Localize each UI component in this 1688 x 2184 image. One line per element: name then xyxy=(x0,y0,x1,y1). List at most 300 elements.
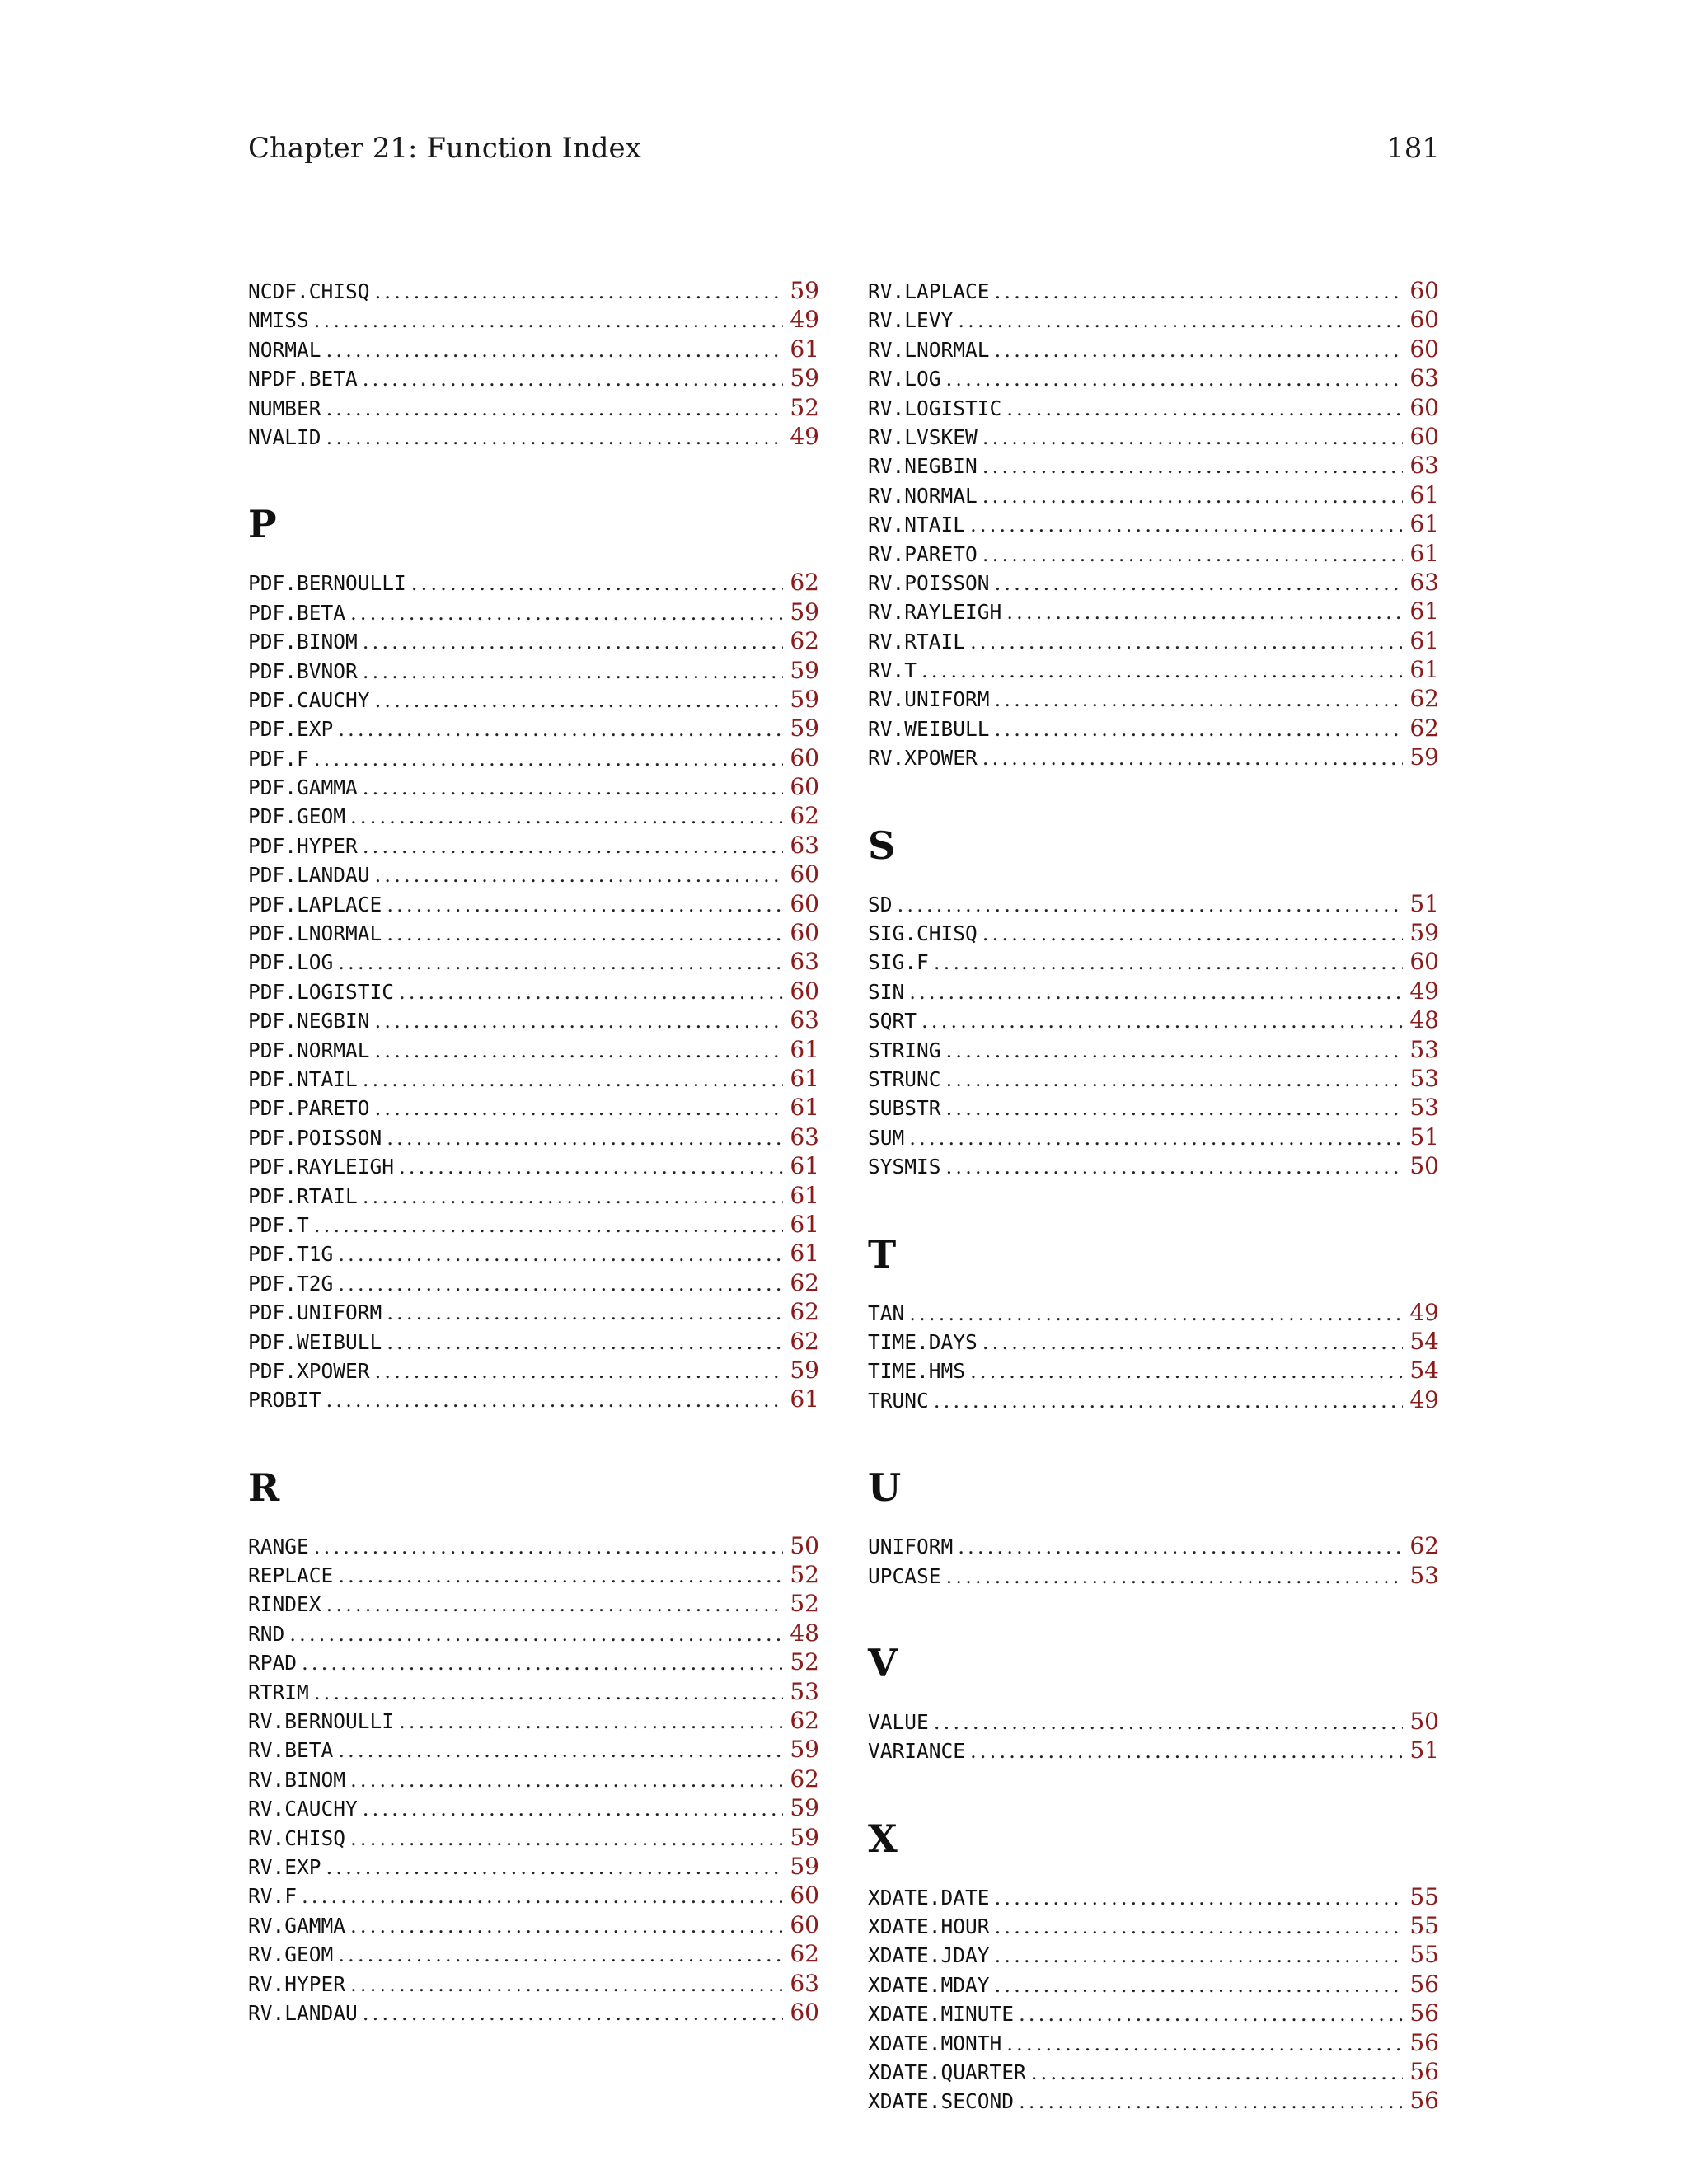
page-link[interactable]: 60 xyxy=(1409,306,1439,334)
index-entry xyxy=(868,1093,1439,1122)
function-name: RV.HYPER xyxy=(248,1971,346,1996)
page-link[interactable]: 62 xyxy=(1409,1532,1439,1560)
page-link[interactable]: 59 xyxy=(1409,743,1439,771)
page-link[interactable]: 61 xyxy=(790,1240,819,1268)
page-link[interactable]: 63 xyxy=(790,1122,819,1151)
page-link[interactable]: 55 xyxy=(1409,1912,1439,1940)
dot-leader xyxy=(350,1911,783,1940)
index-group-r xyxy=(248,1444,819,2027)
function-name: XDATE.HOUR xyxy=(868,1915,990,1939)
function-name: PDF.F xyxy=(248,746,309,771)
function-name: RV.PARETO xyxy=(868,541,978,566)
index-entry xyxy=(868,743,1439,771)
page-link[interactable]: 56 xyxy=(1409,1999,1439,2027)
function-name: XDATE.MDAY xyxy=(868,1972,990,1997)
function-name: PDF.NTAIL xyxy=(248,1066,358,1091)
dot-leader xyxy=(982,919,1404,948)
page-header xyxy=(248,132,1440,165)
page-link[interactable]: 53 xyxy=(790,1677,819,1705)
index-entry xyxy=(248,1327,819,1356)
page-link[interactable]: 60 xyxy=(790,1910,819,1938)
function-name: TRUNC xyxy=(868,1388,929,1413)
function-name: RV.LNORMAL xyxy=(868,337,990,362)
dot-leader xyxy=(363,773,784,802)
dot-leader xyxy=(982,540,1404,569)
dot-leader xyxy=(934,948,1404,977)
dot-leader xyxy=(982,452,1404,480)
index-entry xyxy=(248,1619,819,1647)
page-link[interactable]: 60 xyxy=(1409,393,1439,421)
index-entry xyxy=(868,1531,1439,1560)
index-entry xyxy=(868,480,1439,509)
dot-leader xyxy=(375,1094,784,1122)
function-name: PDF.PARETO xyxy=(248,1096,370,1121)
page-link[interactable]: 52 xyxy=(790,1648,819,1676)
index-entry xyxy=(868,889,1439,918)
function-name: XDATE.JDAY xyxy=(868,1943,990,1968)
index-entry xyxy=(868,568,1439,597)
function-name: PDF.T1G xyxy=(248,1242,334,1267)
index-entry xyxy=(868,626,1439,655)
index-entry xyxy=(248,1735,819,1764)
function-name: SIN xyxy=(868,979,905,1004)
index-entry xyxy=(248,1151,819,1180)
function-name: RPAD xyxy=(248,1651,298,1675)
page-link[interactable]: 61 xyxy=(1409,539,1439,567)
page-link[interactable]: 60 xyxy=(790,1882,819,1910)
index-group-s xyxy=(868,802,1439,1181)
page-link[interactable]: 55 xyxy=(1409,1882,1439,1910)
function-name: RV.LEVY xyxy=(868,308,954,333)
page-link[interactable]: 53 xyxy=(1409,1064,1439,1092)
index-entry xyxy=(868,2057,1439,2086)
page-link[interactable]: 62 xyxy=(790,627,819,655)
dot-leader xyxy=(350,802,783,831)
index-entry xyxy=(868,393,1439,422)
index-entry xyxy=(248,1852,819,1881)
page-link[interactable]: 52 xyxy=(790,1590,819,1618)
function-name: PDF.LNORMAL xyxy=(248,921,382,946)
page-link[interactable]: 51 xyxy=(1409,1122,1439,1151)
dot-leader xyxy=(338,1240,783,1268)
page-link[interactable]: 49 xyxy=(790,306,819,334)
index-entry xyxy=(248,860,819,888)
page-link[interactable]: 60 xyxy=(1409,277,1439,304)
function-name: TIME.HMS xyxy=(868,1359,966,1384)
page-link[interactable]: 61 xyxy=(1409,510,1439,538)
page-link[interactable]: 59 xyxy=(790,656,819,684)
page-link[interactable]: 62 xyxy=(790,1268,819,1296)
dot-leader xyxy=(995,1941,1404,1970)
function-name: NPDF.BETA xyxy=(248,367,358,391)
page-link[interactable]: 62 xyxy=(790,1298,819,1326)
dot-leader xyxy=(350,1824,783,1853)
function-name: RV.T xyxy=(868,658,917,683)
index-entry xyxy=(248,772,819,801)
index-entry xyxy=(248,714,819,743)
index-entry xyxy=(248,977,819,1005)
index-entry xyxy=(248,743,819,772)
page-link[interactable]: 60 xyxy=(790,889,819,917)
page-link[interactable]: 61 xyxy=(790,1181,819,1209)
index-entry xyxy=(248,1035,819,1064)
page-link[interactable]: 51 xyxy=(1409,889,1439,917)
page-link[interactable]: 61 xyxy=(790,1064,819,1092)
page-link[interactable]: 49 xyxy=(1409,1298,1439,1326)
page-link[interactable]: 60 xyxy=(1409,422,1439,450)
index-entry xyxy=(868,947,1439,976)
page-link[interactable]: 62 xyxy=(790,1765,819,1793)
index-entry xyxy=(248,1181,819,1210)
index-group-u xyxy=(868,1444,1439,1590)
function-name: PDF.LAPLACE xyxy=(248,892,382,916)
dot-leader xyxy=(946,1094,1404,1122)
index-entry xyxy=(248,918,819,947)
function-name: SUBSTR xyxy=(868,1096,941,1121)
index-entry xyxy=(868,714,1439,743)
page-link[interactable]: 60 xyxy=(790,977,819,1005)
dot-leader xyxy=(387,1123,783,1152)
page-link[interactable]: 62 xyxy=(1409,685,1439,713)
function-name: RV.BETA xyxy=(248,1738,334,1763)
function-name: SYSMIS xyxy=(868,1155,941,1179)
index-entry xyxy=(868,1035,1439,1064)
index-entry xyxy=(248,1122,819,1151)
page-link[interactable]: 59 xyxy=(1409,919,1439,947)
page-link[interactable]: 60 xyxy=(790,743,819,771)
index-entry xyxy=(868,276,1439,305)
dot-leader xyxy=(387,890,783,919)
index-entry xyxy=(248,598,819,626)
function-name: XDATE.MONTH xyxy=(868,2031,1002,2055)
page-link[interactable]: 56 xyxy=(1409,1970,1439,1998)
index-entry xyxy=(248,1093,819,1122)
index-entry xyxy=(868,539,1439,568)
dot-leader xyxy=(363,1999,784,2027)
dot-leader xyxy=(970,1736,1403,1765)
page-link[interactable]: 50 xyxy=(1409,1152,1439,1180)
function-name: PDF.GAMMA xyxy=(248,776,358,800)
function-name: RND xyxy=(248,1621,285,1646)
dot-leader xyxy=(338,1736,783,1765)
page-link[interactable]: 62 xyxy=(790,1707,819,1735)
index-entry xyxy=(868,1064,1439,1093)
page-link[interactable]: 54 xyxy=(1409,1327,1439,1355)
page-link[interactable]: 61 xyxy=(790,1152,819,1180)
index-entry xyxy=(248,1677,819,1706)
dot-leader xyxy=(1019,1999,1403,2028)
page-link[interactable]: 56 xyxy=(1409,2087,1439,2115)
page-link[interactable]: 60 xyxy=(790,860,819,888)
function-name: STRING xyxy=(868,1038,941,1062)
dot-leader xyxy=(363,1794,784,1823)
page-link[interactable]: 59 xyxy=(790,598,819,626)
function-name: RANGE xyxy=(248,1534,309,1558)
dot-leader xyxy=(995,1912,1404,1941)
page-link[interactable]: 59 xyxy=(790,715,819,743)
page-link[interactable]: 50 xyxy=(790,1531,819,1559)
function-name: UPCASE xyxy=(868,1563,941,1588)
dot-leader xyxy=(946,1065,1404,1094)
dot-leader xyxy=(326,1385,784,1414)
page-link[interactable]: 60 xyxy=(1409,335,1439,363)
page-link[interactable]: 54 xyxy=(1409,1357,1439,1385)
function-name: RINDEX xyxy=(248,1592,321,1617)
index-entry xyxy=(868,1999,1439,2027)
index-entry xyxy=(248,1239,819,1268)
dot-leader xyxy=(338,948,783,977)
function-name: RTRIM xyxy=(248,1680,309,1704)
page-link[interactable]: 50 xyxy=(1409,1707,1439,1735)
index-entry xyxy=(248,1765,819,1793)
page-link[interactable]: 52 xyxy=(790,393,819,421)
dot-leader xyxy=(995,569,1404,598)
page-link[interactable]: 51 xyxy=(1409,1736,1439,1765)
index-entry xyxy=(248,1910,819,1939)
dot-leader xyxy=(387,1328,783,1357)
page-link[interactable]: 63 xyxy=(790,948,819,976)
function-name: PDF.BETA xyxy=(248,600,346,625)
function-name: PROBIT xyxy=(248,1388,321,1413)
page-link[interactable]: 61 xyxy=(1409,626,1439,654)
page-link[interactable]: 60 xyxy=(790,773,819,801)
dot-leader xyxy=(302,1648,783,1677)
function-name: PDF.LANDAU xyxy=(248,863,370,888)
dot-leader xyxy=(375,277,784,306)
page-link[interactable]: 60 xyxy=(790,1998,819,2026)
dot-leader xyxy=(934,1386,1404,1415)
function-name: RV.RAYLEIGH xyxy=(868,600,1002,625)
page-link[interactable]: 59 xyxy=(790,1852,819,1880)
function-name: RV.LOG xyxy=(868,367,941,391)
function-name: RV.LVSKEW xyxy=(868,424,978,449)
function-name: RV.BERNOULLI xyxy=(248,1709,395,1734)
index-entry xyxy=(248,393,819,422)
dot-leader xyxy=(970,627,1403,656)
page-link[interactable]: 62 xyxy=(790,1940,819,1968)
index-group-p xyxy=(248,480,819,1413)
function-name: PDF.EXP xyxy=(248,717,334,742)
function-name: RV.LANDAU xyxy=(248,2000,358,2025)
function-name: PDF.RAYLEIGH xyxy=(248,1155,395,1179)
function-name: PDF.GEOM xyxy=(248,804,346,829)
index-entry xyxy=(868,335,1439,363)
function-name: RV.EXP xyxy=(248,1854,321,1879)
page-link[interactable]: 60 xyxy=(1409,948,1439,976)
function-name: SIG.F xyxy=(868,950,929,975)
index-entry xyxy=(248,1793,819,1822)
dot-leader xyxy=(982,481,1404,510)
function-name: XDATE.SECOND xyxy=(868,2089,1015,2114)
dot-leader xyxy=(1031,2058,1404,2087)
page-link[interactable]: 59 xyxy=(790,1356,819,1384)
index-entry xyxy=(248,1297,819,1326)
page-link[interactable]: 56 xyxy=(1409,2028,1439,2056)
page-link[interactable]: 56 xyxy=(1409,2058,1439,2086)
page-link[interactable]: 63 xyxy=(790,1006,819,1034)
page-link[interactable]: 61 xyxy=(790,1385,819,1413)
index-entry xyxy=(248,889,819,918)
index-entry xyxy=(248,1589,819,1618)
index-group-x xyxy=(868,1795,1439,2116)
index-entry xyxy=(868,1561,1439,1590)
page-link[interactable]: 48 xyxy=(790,1619,819,1647)
function-name: RV.BINOM xyxy=(248,1767,346,1792)
page-link[interactable]: 63 xyxy=(790,1969,819,1997)
dot-leader xyxy=(363,657,784,686)
dot-leader xyxy=(387,919,783,948)
index-entry xyxy=(868,1151,1439,1180)
page-link[interactable]: 62 xyxy=(790,802,819,830)
function-name: NMISS xyxy=(248,308,309,333)
page-link[interactable]: 63 xyxy=(1409,364,1439,392)
page-link[interactable]: 63 xyxy=(1409,452,1439,480)
function-name: SD xyxy=(868,892,893,916)
function-name: TAN xyxy=(868,1301,905,1325)
dot-leader xyxy=(350,598,783,627)
dot-leader xyxy=(326,423,784,452)
page-link[interactable]: 53 xyxy=(1409,1094,1439,1122)
page-link[interactable]: 59 xyxy=(790,685,819,713)
dot-leader xyxy=(995,715,1404,743)
function-name: PDF.CAUCHY xyxy=(248,687,370,712)
page-link[interactable]: 60 xyxy=(790,919,819,947)
function-name: PDF.XPOWER xyxy=(248,1358,370,1383)
index-entry xyxy=(868,1122,1439,1151)
page-link[interactable]: 59 xyxy=(790,1794,819,1822)
page-link[interactable]: 61 xyxy=(1409,480,1439,509)
dot-leader xyxy=(302,1882,783,1910)
index-entry xyxy=(248,1998,819,2027)
dot-leader xyxy=(363,1182,784,1211)
page-link[interactable]: 59 xyxy=(790,1736,819,1764)
index-entry xyxy=(248,276,819,305)
dot-leader xyxy=(363,627,784,656)
function-name: UNIFORM xyxy=(868,1535,954,1559)
page-link[interactable]: 61 xyxy=(790,1094,819,1122)
page-link[interactable]: 61 xyxy=(790,1210,819,1238)
dot-leader xyxy=(326,1590,784,1619)
function-name: PDF.T xyxy=(248,1212,309,1237)
dot-leader xyxy=(314,306,784,335)
function-name: STRUNC xyxy=(868,1066,941,1091)
dot-leader xyxy=(411,569,784,598)
index-entry xyxy=(868,1882,1439,1911)
dot-leader xyxy=(982,423,1404,452)
page-link[interactable]: 61 xyxy=(1409,598,1439,626)
index-entry xyxy=(868,655,1439,684)
dot-leader xyxy=(921,656,1403,685)
page-link[interactable]: 63 xyxy=(1409,568,1439,596)
function-name: PDF.LOG xyxy=(248,950,334,975)
dot-leader xyxy=(363,832,784,860)
function-name: PDF.T2G xyxy=(248,1271,334,1296)
dot-leader xyxy=(338,1269,783,1298)
index-entry xyxy=(868,1298,1439,1327)
function-name: PDF.NORMAL xyxy=(248,1038,370,1062)
page-link[interactable]: 48 xyxy=(1409,1006,1439,1034)
function-name: NORMAL xyxy=(248,337,321,362)
dot-leader xyxy=(363,364,784,393)
function-name: PDF.NEGBIN xyxy=(248,1009,370,1033)
dot-leader xyxy=(314,1532,784,1561)
function-name: RV.UNIFORM xyxy=(868,687,990,712)
index-entry xyxy=(248,1823,819,1852)
dot-leader xyxy=(958,306,1403,335)
dot-leader xyxy=(946,1562,1404,1591)
chapter-title: Chapter 21: Function Index xyxy=(248,132,641,165)
index-entry xyxy=(868,1327,1439,1356)
page-link[interactable]: 62 xyxy=(790,569,819,597)
dot-leader xyxy=(995,277,1404,306)
index-entry xyxy=(248,1706,819,1735)
dot-leader xyxy=(375,1036,784,1065)
function-name: RV.NTAIL xyxy=(868,513,966,537)
function-name: RV.GAMMA xyxy=(248,1913,346,1938)
page-link[interactable]: 61 xyxy=(1409,656,1439,684)
index-entry xyxy=(248,1560,819,1589)
page-link[interactable]: 59 xyxy=(790,1823,819,1851)
index-entry xyxy=(248,801,819,830)
dot-leader xyxy=(1006,394,1403,423)
index-entry xyxy=(868,1356,1439,1385)
page-link[interactable]: 49 xyxy=(790,422,819,450)
dot-leader xyxy=(995,335,1404,364)
index-entry xyxy=(868,1911,1439,1940)
dot-leader xyxy=(995,685,1404,714)
dot-leader xyxy=(1019,2087,1403,2116)
page-link[interactable]: 63 xyxy=(790,831,819,859)
function-name: XDATE.MINUTE xyxy=(868,2002,1015,2027)
index-entry xyxy=(868,2028,1439,2057)
index-entry xyxy=(248,422,819,451)
page-link[interactable]: 59 xyxy=(790,277,819,304)
dot-leader xyxy=(970,1357,1403,1385)
dot-leader xyxy=(326,335,784,364)
index-entry xyxy=(248,685,819,714)
function-name: RV.GEOM xyxy=(248,1943,334,1967)
index-entry xyxy=(248,1268,819,1297)
index-entry xyxy=(248,1356,819,1385)
page-link[interactable]: 49 xyxy=(1409,1385,1439,1413)
dot-leader xyxy=(399,1707,783,1736)
page-number: 181 xyxy=(1386,132,1440,165)
index-entry xyxy=(248,1385,819,1413)
page-link[interactable]: 61 xyxy=(790,335,819,363)
index-entry xyxy=(868,1005,1439,1034)
dot-leader xyxy=(1006,598,1403,626)
page-link[interactable]: 53 xyxy=(1409,1561,1439,1589)
page-link[interactable]: 61 xyxy=(790,1035,819,1063)
index-entry xyxy=(868,509,1439,538)
page-link[interactable]: 49 xyxy=(1409,977,1439,1005)
index-entry xyxy=(248,947,819,976)
page-link[interactable]: 55 xyxy=(1409,1941,1439,1969)
page-link[interactable]: 53 xyxy=(1409,1035,1439,1063)
page-link[interactable]: 52 xyxy=(790,1561,819,1589)
function-name: RV.LAPLACE xyxy=(868,279,990,303)
page-link[interactable]: 59 xyxy=(790,364,819,392)
index-entry xyxy=(868,451,1439,480)
dot-leader xyxy=(375,860,784,889)
index-entry xyxy=(868,1707,1439,1736)
page-link[interactable]: 62 xyxy=(790,1327,819,1355)
letter-heading: P xyxy=(248,502,277,547)
function-name: NVALID xyxy=(248,424,321,449)
page-link[interactable]: 62 xyxy=(1409,714,1439,742)
dot-leader xyxy=(363,1065,784,1094)
function-name: NCDF.CHISQ xyxy=(248,279,370,303)
